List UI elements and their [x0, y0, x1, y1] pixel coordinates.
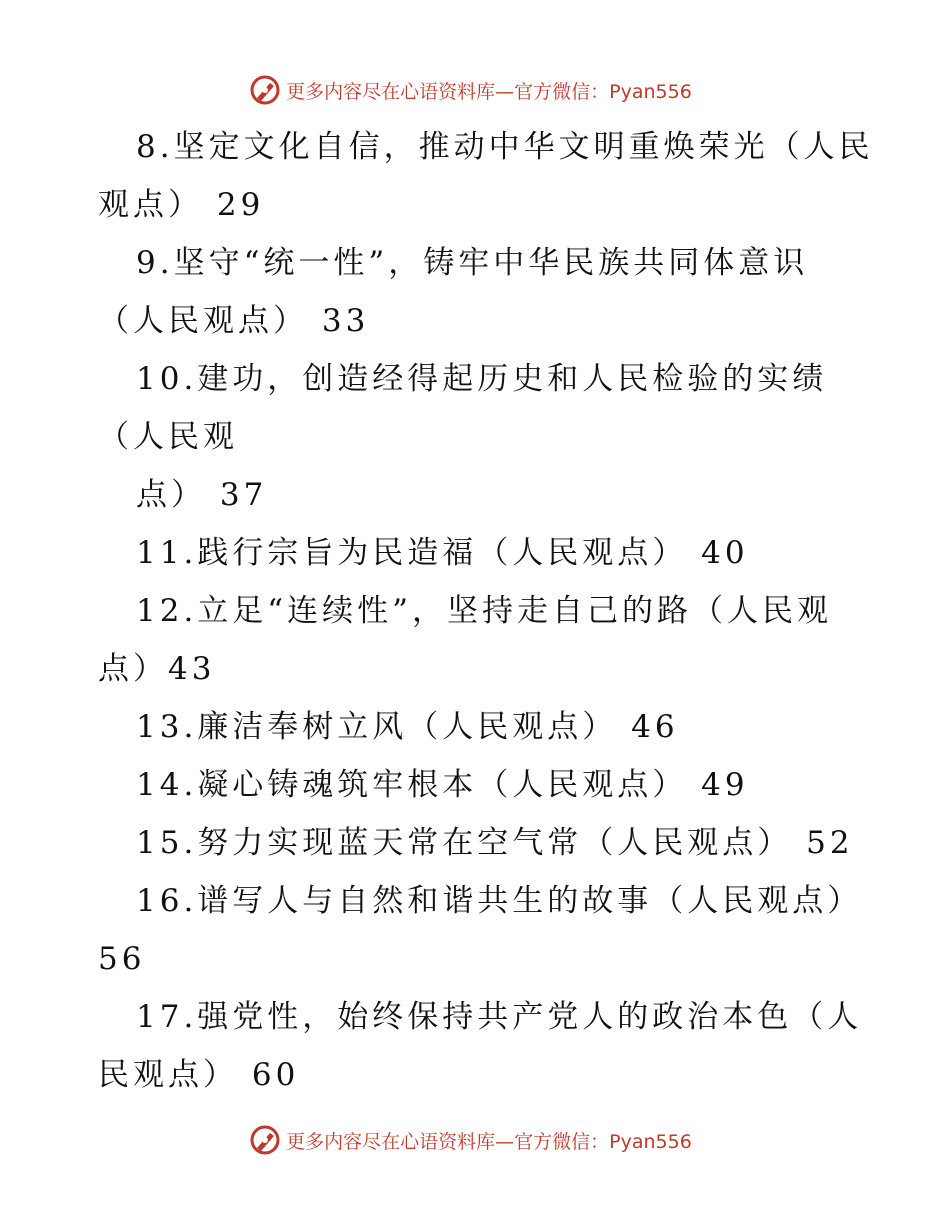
toc-line: 14.凝心铸魂筑牢根本（人民观点） 49 [136, 767, 749, 803]
footer-banner-text: 更多内容尽在心语资料库—官方微信：Pyan556 [286, 1130, 692, 1153]
toc-line: 观点） 29 [98, 187, 265, 223]
toc-line: 10.建功，创造经得起历史和人民检验的实绩 [136, 361, 828, 397]
toc-line: 16.谱写人与自然和谐共生的故事（人民观点） [136, 883, 863, 919]
pen-logo-icon [248, 1123, 282, 1157]
toc-line: 民观点） 60 [98, 1057, 300, 1093]
toc-line: 点） 37 [136, 477, 268, 513]
toc-line: 11.践行宗旨为民造福（人民观点） 40 [136, 535, 749, 571]
toc-line: 点）43 [98, 651, 216, 687]
toc-list [98, 118, 874, 1104]
toc-line: 9.坚守“统一性”，铸牢中华民族共同体意识 [136, 245, 809, 281]
toc-line: 12.立足“连续性”，坚持走自己的路（人民观 [136, 593, 832, 629]
footer-banner [0, 1120, 950, 1160]
toc-line: 8.坚定文化自信，推动中华文明重焕荣光（人民 [136, 129, 874, 165]
toc-line: 15.努力实现蓝天常在空气常（人民观点） 52 [136, 825, 854, 861]
pen-logo-icon [248, 73, 282, 107]
toc-line: （人民观 [98, 419, 238, 455]
header-banner-text: 更多内容尽在心语资料库—官方微信：Pyan556 [286, 80, 692, 103]
toc-line: 56 [98, 941, 146, 977]
toc-line: （人民观点） 33 [98, 303, 370, 339]
toc-line: 17.强党性，始终保持共产党人的政治本色（人 [136, 999, 863, 1035]
toc-line: 13.廉洁奉树立风（人民观点） 46 [136, 709, 679, 745]
header-banner [0, 70, 950, 110]
